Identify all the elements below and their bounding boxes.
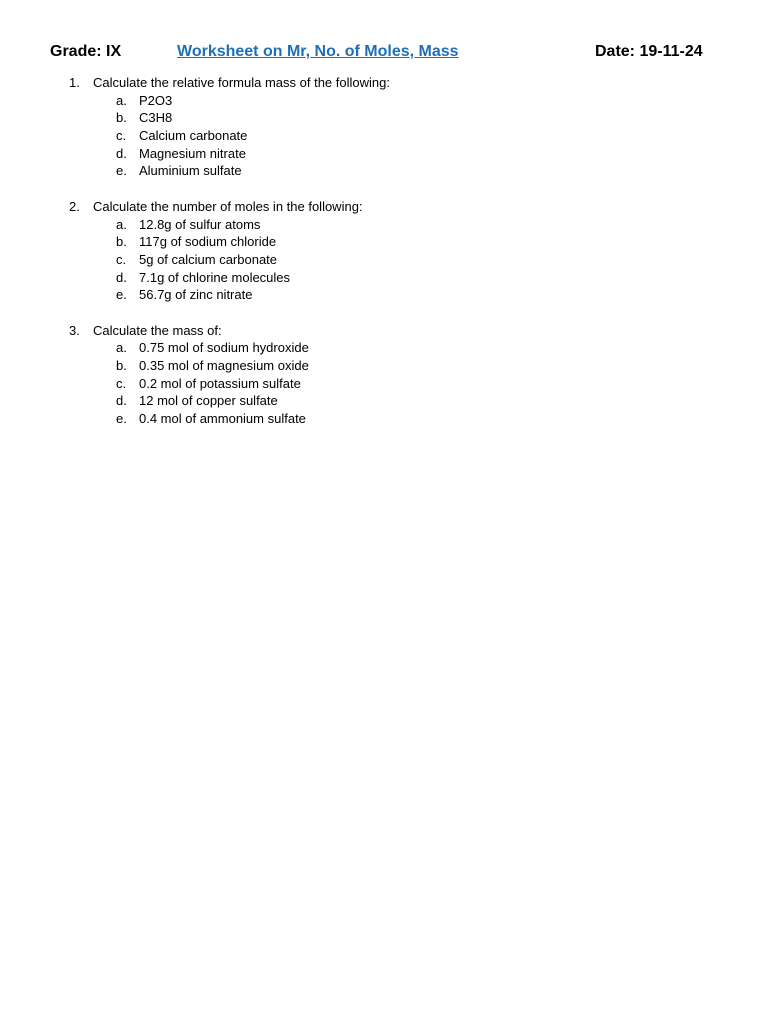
- sub-item-text: P2O3: [139, 92, 173, 108]
- question-3: [0, 322, 768, 428]
- sub-item: [0, 410, 768, 428]
- sub-item-text: Magnesium nitrate: [139, 145, 246, 161]
- question-list: [0, 74, 768, 445]
- sub-item-letter: d.: [116, 393, 127, 409]
- question-line: [0, 322, 768, 340]
- sub-item: [0, 145, 768, 163]
- sub-item-text: C3H8: [139, 110, 173, 126]
- question-line: [0, 198, 768, 216]
- grade-label: Grade: IX: [50, 43, 122, 60]
- sub-item-text: 0.35 mol of magnesium oxide: [139, 358, 309, 373]
- sub-item-letter: a.: [116, 216, 127, 232]
- sub-item: [0, 251, 768, 269]
- sub-item-letter: c.: [116, 128, 127, 144]
- sub-item-letter: e.: [116, 287, 127, 303]
- sub-item-letter: a.: [116, 340, 127, 356]
- worksheet-header: [0, 43, 768, 65]
- question-text: Calculate the mass of:: [93, 322, 222, 338]
- question-1: [0, 74, 768, 180]
- sub-item: [0, 339, 768, 357]
- sub-item-text: Calcium carbonate: [139, 128, 248, 144]
- date-label: Date: 19-11-24: [595, 43, 703, 60]
- sub-item-letter: a.: [116, 92, 127, 108]
- sub-item-letter: b.: [116, 358, 127, 373]
- sub-item: [0, 127, 768, 145]
- question-line: [0, 74, 768, 92]
- sub-item: [0, 216, 768, 234]
- sub-item-text: 0.4 mol of ammonium sulfate: [139, 411, 306, 427]
- sub-item-text: 5g of calcium carbonate: [139, 251, 278, 267]
- question-text: Calculate the number of moles in the following:: [93, 198, 363, 214]
- sub-item-letter: b.: [116, 110, 127, 126]
- question-number: 2.: [69, 198, 80, 214]
- sub-item: [0, 92, 768, 110]
- worksheet-title-link[interactable]: Worksheet on Mr, No. of Moles, Mass: [177, 43, 459, 60]
- sub-item-text: 12.8g of sulfur atoms: [139, 216, 261, 232]
- sub-item: [0, 162, 768, 180]
- sub-item-text: 7.1g of chlorine molecules: [139, 269, 291, 285]
- sub-item-text: 12 mol of copper sulfate: [139, 393, 278, 409]
- sub-item-letter: c.: [116, 375, 127, 391]
- sub-item-text: 56.7g of zinc nitrate: [139, 287, 253, 303]
- sub-item-text: 0.75 mol of sodium hydroxide: [139, 340, 309, 356]
- sub-item: [0, 357, 768, 375]
- sub-item-text: 0.2 mol of potassium sulfate: [139, 375, 301, 391]
- sub-item-letter: e.: [116, 163, 127, 179]
- sub-item-letter: d.: [116, 145, 127, 161]
- sub-item-letter: b.: [116, 234, 127, 250]
- question-text: Calculate the relative formula mass of the following:: [93, 75, 390, 90]
- sub-item: [0, 233, 768, 251]
- question-number: 1.: [69, 75, 80, 90]
- sub-item: [0, 109, 768, 127]
- sub-item-text: 117g of sodium chloride: [139, 234, 277, 250]
- question-number: 3.: [69, 322, 80, 338]
- sub-item-letter: c.: [116, 251, 127, 267]
- sub-item-letter: e.: [116, 411, 127, 427]
- question-2: [0, 198, 768, 304]
- sub-item: [0, 375, 768, 393]
- sub-item-text: Aluminium sulfate: [139, 163, 242, 179]
- sub-item: [0, 269, 768, 287]
- sub-item: [0, 392, 768, 410]
- sub-item-letter: d.: [116, 269, 127, 285]
- sub-item: [0, 286, 768, 304]
